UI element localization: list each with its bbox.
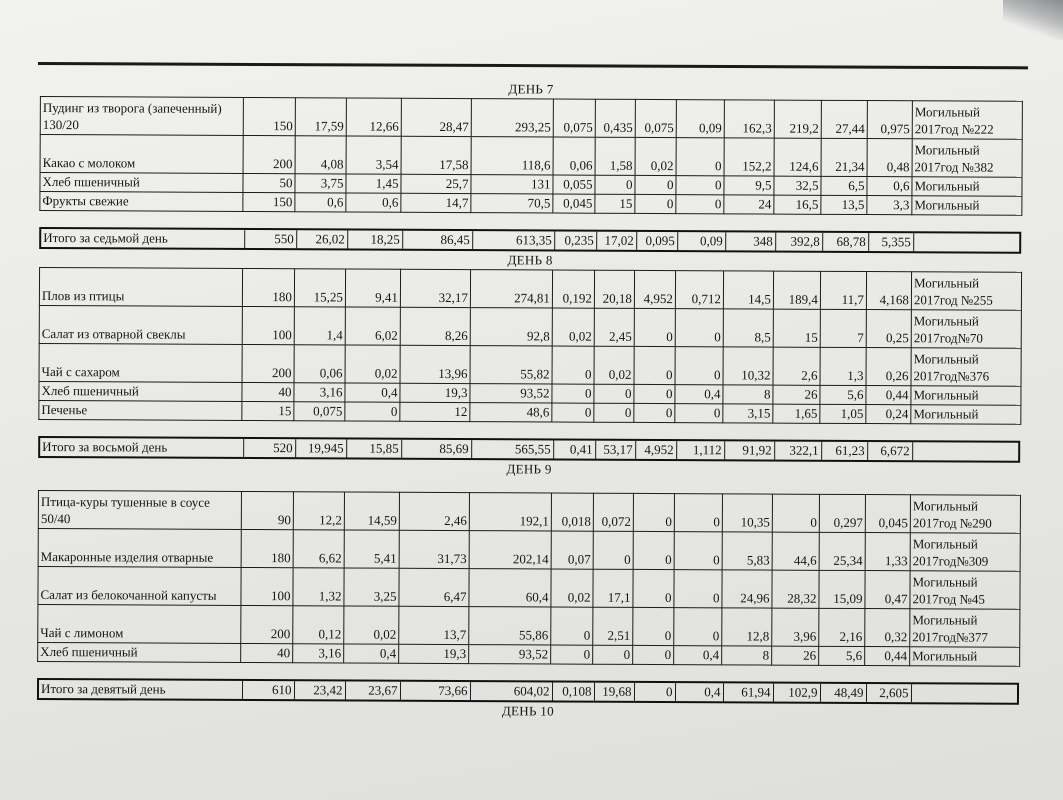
background-shadow xyxy=(1003,0,1063,40)
table-row xyxy=(40,135,1022,178)
nutrient-value: 0 xyxy=(633,493,674,531)
nutrient-value: 4,952 xyxy=(635,441,676,459)
nutrient-value: 0,07 xyxy=(551,531,593,569)
nutrient-value: 0,712 xyxy=(675,271,723,309)
nutrient-value: 15,09 xyxy=(819,570,865,608)
table-row xyxy=(39,343,1021,386)
day-total-table xyxy=(40,438,1022,461)
nutrient-value: 61,23 xyxy=(821,442,867,460)
nutrient-value: 3,75 xyxy=(295,174,346,193)
empty-cell xyxy=(911,684,1021,703)
dish-name: Салат из белокочанной капусты xyxy=(38,566,241,605)
nutrient-value: 15 xyxy=(773,309,820,347)
nutrient-value: 6,47 xyxy=(399,568,469,606)
nutrient-value: 100 xyxy=(241,567,293,605)
nutrient-value: 13,5 xyxy=(821,195,867,214)
nutrient-value: 8 xyxy=(723,385,773,404)
nutrient-value: 50 xyxy=(243,173,295,192)
nutrient-value: 2,51 xyxy=(593,607,633,645)
nutrient-value: 152,2 xyxy=(724,138,774,176)
nutrient-value: 0 xyxy=(634,346,675,384)
nutrient-value: 0,24 xyxy=(866,405,911,424)
dish-name: Птица-куры тушенные в соусе 50/40 xyxy=(38,490,241,529)
nutrient-value: 0,26 xyxy=(866,348,911,386)
nutrient-value: 27,44 xyxy=(821,100,867,138)
nutrient-value: 53,17 xyxy=(595,441,635,459)
nutrient-value: 0,975 xyxy=(867,101,912,139)
nutrient-value: 613,35 xyxy=(472,231,554,249)
nutrient-value: 14,59 xyxy=(344,492,399,530)
dish-name: Фрукты свежие xyxy=(40,192,243,212)
nutrient-value: 0,02 xyxy=(635,137,676,175)
dish-name: Макаронные изделия отварные xyxy=(38,528,241,567)
nutrient-value: 0 xyxy=(675,347,723,385)
nutrient-value: 202,14 xyxy=(469,531,551,569)
nutrient-value: 392,8 xyxy=(775,233,822,251)
nutrient-value: 0,48 xyxy=(867,139,912,177)
nutrient-value: 0,6 xyxy=(295,193,346,212)
nutrient-value: 9,5 xyxy=(724,176,774,195)
nutrient-value: 6,62 xyxy=(293,530,344,568)
nutrient-value: 0 xyxy=(345,402,400,421)
nutrient-value: 19,945 xyxy=(295,439,346,457)
empty-cell xyxy=(913,233,1023,252)
nutrient-value: 5,83 xyxy=(722,532,772,570)
nutrient-value: 0 xyxy=(634,403,675,422)
nutrient-value: 0 xyxy=(551,607,593,645)
nutrient-value: 0 xyxy=(633,569,674,607)
nutrient-value: 16,5 xyxy=(774,195,821,214)
nutrient-value: 0 xyxy=(675,309,723,347)
nutrient-value: 26 xyxy=(773,385,820,404)
nutrient-value: 1,33 xyxy=(865,533,910,571)
dish-name: Чай с лимоном xyxy=(38,604,241,643)
nutrient-value: 1,58 xyxy=(595,137,635,175)
nutrient-value: 19,3 xyxy=(400,383,470,402)
nutrient-value: 12 xyxy=(400,402,470,421)
nutrient-value: 0,12 xyxy=(293,606,344,644)
nutrient-value: 8,5 xyxy=(723,309,773,347)
nutrient-value: 0,44 xyxy=(865,647,910,666)
source-reference: Могильный 2017год №255 xyxy=(911,272,1021,311)
total-row xyxy=(39,680,1021,703)
nutrient-value: 0,4 xyxy=(675,683,723,701)
nutrient-value: 25,7 xyxy=(401,174,471,193)
nutrient-value: 48,49 xyxy=(820,684,866,702)
nutrient-value: 0,4 xyxy=(674,646,722,665)
nutrient-value: 26,02 xyxy=(296,230,347,248)
nutrient-value: 12,8 xyxy=(722,608,772,646)
nutrient-value: 0,06 xyxy=(553,137,595,175)
nutrient-value: 7 xyxy=(820,309,866,347)
source-reference: Могильный xyxy=(912,177,1022,197)
nutrient-value: 13,7 xyxy=(399,606,469,644)
nutrient-value: 3,3 xyxy=(867,196,912,215)
nutrient-value: 6,672 xyxy=(867,442,912,460)
dish-name: Плов из птицы xyxy=(39,268,242,307)
nutrient-value: 0 xyxy=(552,403,594,422)
nutrient-value: 0,045 xyxy=(865,495,910,533)
nutrient-value: 0,02 xyxy=(344,606,399,644)
nutrient-value: 0,6 xyxy=(867,177,912,196)
nutrient-value: 0 xyxy=(634,384,675,403)
nutrient-value: 28,47 xyxy=(401,98,471,136)
day-title: ДЕНЬ 8 xyxy=(507,252,553,268)
nutrient-value: 40 xyxy=(241,643,293,662)
nutrient-value: 0 xyxy=(594,403,634,422)
nutrient-value: 0 xyxy=(633,531,674,569)
nutrient-value: 219,2 xyxy=(774,100,821,138)
nutrient-value: 21,34 xyxy=(821,138,867,176)
dish-name: Итого за девятый день xyxy=(39,680,242,699)
nutrient-value: 1,05 xyxy=(820,404,866,423)
nutrient-value: 3,96 xyxy=(772,608,819,646)
nutrient-value: 0,108 xyxy=(552,683,594,701)
nutrient-value: 0 xyxy=(552,346,594,384)
nutrient-value: 19,3 xyxy=(399,644,469,663)
source-reference: Могильный xyxy=(912,196,1022,216)
nutrient-value: 17,02 xyxy=(596,232,636,250)
nutrient-value: 1,4 xyxy=(294,307,345,345)
nutrient-value: 3,16 xyxy=(294,383,345,402)
menu-document xyxy=(37,78,1022,723)
nutrient-value: 131 xyxy=(471,175,553,194)
nutrient-value: 0 xyxy=(676,195,724,214)
nutrient-value: 48,6 xyxy=(470,403,552,422)
nutrient-value: 274,81 xyxy=(470,270,552,308)
nutrient-value: 2,605 xyxy=(866,684,911,702)
table-row xyxy=(38,604,1020,647)
day-menu-table xyxy=(37,490,1021,667)
nutrient-value: 0 xyxy=(676,138,724,176)
nutrient-value: 0,045 xyxy=(553,194,595,213)
nutrient-value: 0,32 xyxy=(865,609,910,647)
nutrient-value: 0,297 xyxy=(819,494,865,532)
nutrient-value: 14,7 xyxy=(401,193,471,212)
nutrient-value: 0 xyxy=(676,176,724,195)
nutrient-value: 150 xyxy=(243,97,295,135)
day-title: ДЕНЬ 7 xyxy=(508,81,554,97)
nutrient-value: 5,41 xyxy=(344,530,399,568)
nutrient-value: 3,16 xyxy=(293,644,344,663)
dish-name: Чай с сахаром xyxy=(39,343,242,382)
nutrient-value: 15 xyxy=(595,194,635,213)
nutrient-value: 180 xyxy=(242,268,294,306)
nutrient-value: 20,18 xyxy=(594,270,634,308)
nutrient-value: 1,45 xyxy=(346,174,401,193)
nutrient-value: 8 xyxy=(722,646,772,665)
nutrient-value: 200 xyxy=(242,344,294,382)
day-menu-table xyxy=(39,96,1023,216)
nutrient-value: 61,94 xyxy=(723,683,773,701)
nutrient-value: 0 xyxy=(633,645,674,664)
nutrient-value: 0,44 xyxy=(866,386,911,405)
source-reference: Могильный 2017год №45 xyxy=(910,571,1020,610)
nutrient-value: 0 xyxy=(595,175,635,194)
dish-name: Хлеб пшеничный xyxy=(39,381,242,401)
dish-name: Печенье xyxy=(39,400,242,420)
nutrient-value: 0,09 xyxy=(676,100,724,138)
nutrient-value: 55,82 xyxy=(470,346,552,384)
total-row xyxy=(40,438,1022,461)
nutrient-value: 3,15 xyxy=(723,404,773,423)
nutrient-value: 0 xyxy=(772,494,819,532)
nutrient-value: 15 xyxy=(242,401,294,420)
nutrient-value: 0,4 xyxy=(344,644,399,663)
source-reference: Могильный xyxy=(911,386,1021,406)
nutrient-value: 17,58 xyxy=(401,136,471,174)
nutrient-value: 322,1 xyxy=(774,442,821,460)
nutrient-value: 0,075 xyxy=(635,99,676,137)
nutrient-value: 4,952 xyxy=(634,270,675,308)
nutrient-value: 1,32 xyxy=(293,568,344,606)
nutrient-value: 17,59 xyxy=(295,98,346,136)
nutrient-value: 0 xyxy=(593,645,633,664)
dish-name: Салат из отварной свеклы xyxy=(39,305,242,344)
nutrient-value: 0,192 xyxy=(552,270,594,308)
nutrient-value: 85,69 xyxy=(401,440,471,458)
table-row xyxy=(39,268,1021,311)
day-total-table xyxy=(39,680,1021,703)
nutrient-value: 0 xyxy=(674,608,722,646)
source-reference: Могильный 2017год№70 xyxy=(911,310,1021,349)
nutrient-value: 0,41 xyxy=(553,441,595,459)
nutrient-value: 0 xyxy=(551,645,593,664)
nutrient-value: 73,66 xyxy=(400,682,470,700)
next-day-title: ДЕНЬ 10 xyxy=(501,703,554,719)
table-row xyxy=(38,566,1020,609)
nutrient-value: 28,32 xyxy=(772,570,819,608)
nutrient-value: 0,075 xyxy=(294,402,345,421)
table-row xyxy=(39,305,1021,348)
nutrient-value: 0,4 xyxy=(345,383,400,402)
nutrient-value: 26 xyxy=(772,646,819,665)
nutrient-value: 14,5 xyxy=(723,271,773,309)
nutrient-value: 2,46 xyxy=(399,492,469,530)
nutrient-value: 0 xyxy=(633,607,674,645)
nutrient-value: 162,3 xyxy=(724,100,774,138)
nutrient-value: 1,3 xyxy=(820,347,866,385)
dish-name: Хлеб пшеничный xyxy=(40,173,243,193)
nutrient-value: 0,075 xyxy=(553,99,595,137)
source-reference: Могильный 2017год№376 xyxy=(911,348,1021,387)
nutrient-value: 6,02 xyxy=(345,307,400,345)
nutrient-value: 0,018 xyxy=(551,493,593,531)
day-menu-table xyxy=(38,267,1022,425)
nutrient-value: 10,35 xyxy=(722,494,772,532)
nutrient-value: 23,42 xyxy=(294,681,345,699)
nutrient-value: 0,435 xyxy=(595,99,635,137)
nutrient-value: 124,6 xyxy=(774,138,821,176)
empty-cell xyxy=(912,442,1022,461)
nutrient-value: 11,7 xyxy=(820,271,866,309)
source-reference: Могильный 2017год №222 xyxy=(912,101,1022,140)
nutrient-value: 24 xyxy=(724,195,774,214)
nutrient-value: 348 xyxy=(725,232,775,250)
nutrient-value: 550 xyxy=(244,230,296,248)
nutrient-value: 10,32 xyxy=(723,347,773,385)
nutrient-value: 2,45 xyxy=(594,308,634,346)
nutrient-value: 5,6 xyxy=(819,646,865,665)
nutrient-value: 102,9 xyxy=(773,684,820,702)
nutrient-value: 24,96 xyxy=(722,570,772,608)
nutrient-value: 0,6 xyxy=(346,193,401,212)
nutrient-value: 0,47 xyxy=(865,571,910,609)
nutrient-value: 293,25 xyxy=(471,99,553,137)
nutrient-value: 92,8 xyxy=(470,308,552,346)
nutrient-value: 70,5 xyxy=(471,194,553,213)
nutrient-value: 44,6 xyxy=(772,532,819,570)
nutrient-value: 0 xyxy=(674,570,722,608)
dish-name: Итого за седьмой день xyxy=(41,229,244,248)
source-reference: Могильный 2017год№309 xyxy=(910,533,1020,572)
nutrient-value: 32,5 xyxy=(774,176,821,195)
nutrient-value: 604,02 xyxy=(470,682,552,700)
nutrient-value: 8,26 xyxy=(400,307,470,345)
day-title: ДЕНЬ 9 xyxy=(506,461,552,477)
nutrient-value: 31,73 xyxy=(399,530,469,568)
nutrient-value: 17,1 xyxy=(593,569,633,607)
nutrient-value: 68,78 xyxy=(822,233,868,251)
source-reference: Могильный 2017год№377 xyxy=(910,609,1020,648)
nutrient-value: 55,86 xyxy=(469,607,551,645)
nutrient-value: 0 xyxy=(634,308,675,346)
nutrient-value: 180 xyxy=(241,529,293,567)
nutrient-value: 15,25 xyxy=(294,269,345,307)
nutrient-value: 0,095 xyxy=(636,232,677,250)
nutrient-value: 0 xyxy=(593,531,633,569)
nutrient-value: 520 xyxy=(243,439,295,457)
nutrient-value: 0 xyxy=(635,194,676,213)
nutrient-value: 0 xyxy=(675,404,723,423)
table-row xyxy=(38,528,1020,571)
nutrient-value: 0,235 xyxy=(554,232,596,250)
nutrient-value: 0 xyxy=(552,384,594,403)
nutrient-value: 189,4 xyxy=(773,271,820,309)
dish-name: Какао с молоком xyxy=(40,135,243,174)
nutrient-value: 610 xyxy=(242,681,294,699)
table-row xyxy=(40,97,1022,140)
nutrient-value: 3,54 xyxy=(346,136,401,174)
nutrient-value: 0 xyxy=(674,532,722,570)
source-reference: Могильный xyxy=(911,405,1021,425)
nutrient-value: 23,67 xyxy=(345,681,400,699)
nutrient-value: 200 xyxy=(243,135,295,173)
nutrient-value: 40 xyxy=(242,382,294,401)
nutrient-value: 0,02 xyxy=(594,346,634,384)
nutrient-value: 12,2 xyxy=(293,492,344,530)
table-row xyxy=(38,490,1020,533)
nutrient-value: 4,168 xyxy=(866,272,911,310)
dish-name: Хлеб пшеничный xyxy=(38,642,241,662)
nutrient-value: 0,06 xyxy=(294,345,345,383)
source-reference: Могильный 2017год №290 xyxy=(910,495,1020,534)
nutrient-value: 2,16 xyxy=(819,608,865,646)
nutrient-value: 0,02 xyxy=(552,308,594,346)
nutrient-value: 0,02 xyxy=(345,345,400,383)
nutrient-value: 9,41 xyxy=(345,269,400,307)
nutrient-value: 12,66 xyxy=(346,98,401,136)
nutrient-value: 32,17 xyxy=(400,269,470,307)
nutrient-value: 0,09 xyxy=(677,232,725,250)
nutrient-value: 100 xyxy=(242,306,294,344)
nutrient-value: 2,6 xyxy=(773,347,820,385)
nutrient-value: 0,25 xyxy=(866,310,911,348)
total-row xyxy=(41,229,1023,252)
nutrient-value: 93,52 xyxy=(470,384,552,403)
dish-name: Пудинг из творога (запеченный) 130/20 xyxy=(40,97,243,136)
source-reference: Могильный xyxy=(910,647,1020,667)
nutrient-value: 0,4 xyxy=(675,385,723,404)
nutrient-value: 4,08 xyxy=(295,136,346,174)
nutrient-value: 0 xyxy=(634,683,675,701)
nutrient-value: 86,45 xyxy=(402,231,472,249)
nutrient-value: 118,6 xyxy=(471,137,553,175)
nutrient-value: 0,072 xyxy=(593,493,633,531)
nutrient-value: 150 xyxy=(243,192,295,211)
nutrient-value: 91,92 xyxy=(724,441,774,459)
nutrient-value: 1,65 xyxy=(773,404,820,423)
nutrient-value: 0 xyxy=(594,384,634,403)
nutrient-value: 18,25 xyxy=(347,231,402,249)
nutrient-value: 0,055 xyxy=(553,175,595,194)
nutrient-value: 15,85 xyxy=(346,440,401,458)
nutrient-value: 19,68 xyxy=(594,683,634,701)
nutrient-value: 60,4 xyxy=(469,569,551,607)
nutrient-value: 192,1 xyxy=(469,493,551,531)
nutrient-value: 0,02 xyxy=(551,569,593,607)
nutrient-value: 25,34 xyxy=(819,532,865,570)
nutrient-value: 200 xyxy=(241,605,293,643)
nutrient-value: 3,25 xyxy=(344,568,399,606)
nutrient-value: 90 xyxy=(241,491,293,529)
nutrient-value: 1,112 xyxy=(676,441,724,459)
nutrient-value: 93,52 xyxy=(469,645,551,664)
dish-name: Итого за восьмой день xyxy=(40,438,243,457)
nutrient-value: 5,355 xyxy=(868,233,913,251)
nutrient-value: 565,55 xyxy=(471,440,553,458)
nutrient-value: 0 xyxy=(674,494,722,532)
nutrient-value: 0 xyxy=(635,175,676,194)
nutrient-value: 5,6 xyxy=(820,385,866,404)
source-reference: Могильный 2017год №382 xyxy=(912,139,1022,178)
nutrient-value: 13,96 xyxy=(400,345,470,383)
day-total-table xyxy=(41,229,1023,252)
nutrient-value: 6,5 xyxy=(821,176,867,195)
